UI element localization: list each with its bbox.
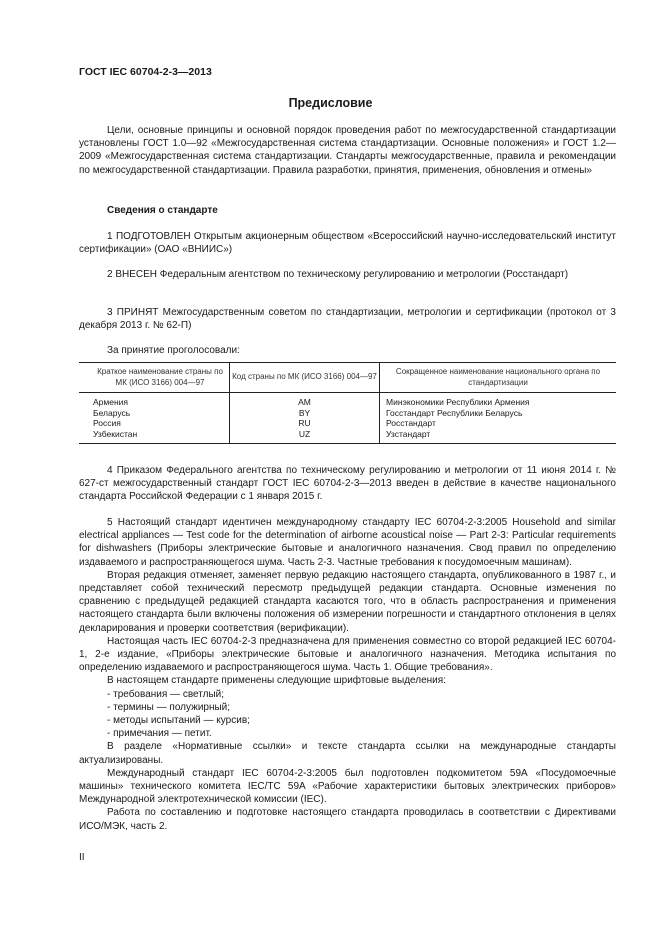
table-header-body: Сокращенное наименование национального органа по стандартизации <box>380 363 617 393</box>
item-3: 3 ПРИНЯТ Межгосударственным советом по стандартизации, метрологии и сертификации (протокол от 3 декабря 2013 г. № 62-П) <box>79 307 616 332</box>
item-5: 5 Настоящий стандарт идентичен международному стандарту IEC 60704-2-3:2005 Household and similar electrical appliances — Test code for the determination of airborne acoustical noise — Part 2-3: Particular requirements for dishwashers (Приборы электрические бытовые и аналогичного назначения. Свод правил по определению издаваемого и распространяющегося шума. Часть 2-3. Частные требования к посудомоечным машинам). <box>79 517 616 568</box>
fonts-paragraph: В настоящем стандарте применены следующие шрифтовые выделения: <box>107 675 446 687</box>
table-cell-code: BY <box>230 408 380 419</box>
usage-paragraph: Настоящая часть IEC 60704-2-3 предназначена для применения совместно со второй редакцией IEC 60704-1, 2-е издание, «Приборы электрические бытовые и аналогичного назначения. Методика испытания по определению издаваемого и распространяющегося шума. Часть 1. Общие требования». <box>79 635 616 674</box>
item-5-section <box>79 516 616 833</box>
voted-label: За принятие проголосовали: <box>107 345 240 356</box>
fonts-list <box>79 688 616 741</box>
table-cell-body: Узстандарт <box>380 429 617 444</box>
table-cell-body: Минэкономики Республики Армения <box>380 393 617 408</box>
list-item: - методы испытаний — курсив; <box>107 715 250 727</box>
item-2-section <box>79 268 616 281</box>
table-header-code: Код страны по МК (ИСО 3166) 004—97 <box>230 363 380 393</box>
item-1-section <box>79 230 616 256</box>
list-item: - примечания — петит. <box>107 728 212 740</box>
info-heading-section <box>79 204 616 217</box>
table-cell-country: Беларусь <box>93 407 131 418</box>
edition-paragraph: Вторая редакция отменяет, заменяет первую редакцию настоящего стандарта, опубликованного в 1987 г., и представляет собой технический пересмотр предыдущей редакции стандарта. Основные изменения по сравнению с предыдущей редакцией стандарта касаются того, что в область распространения и применения настоящего стандарта были включены положения об измерении погрешности и стандартного отклонения в целях декларирования и проверки соответствия (верификации). <box>79 569 616 634</box>
table-header-row <box>79 363 616 393</box>
voting-table <box>79 362 616 444</box>
work-paragraph: Работа по составлению и подготовке настоящего стандарта проводилась в соответствии с Директивами ИСО/МЭК, часть 2. <box>79 807 616 832</box>
page-title: Предисловие <box>288 96 373 110</box>
table-cell-body: Росстандарт <box>380 418 617 429</box>
intl-paragraph: Международный стандарт IEC 60704-2-3:2005 был подготовлен подкомитетом 59А «Посудомоечные машины» технического комитета IEC/TC 59A «Рабочие характеристики бытовых электрических приборов» Международной электротехнической комиссии (IEC). <box>79 767 616 806</box>
table-row <box>79 418 616 429</box>
item-2: 2 ВНЕСЕН Федеральным агентством по техническому регулированию и метрологии (Росстандарт) <box>107 269 569 280</box>
table-header-country: Краткое наименование страны по МК (ИСО 3166) 004—97 <box>79 363 230 393</box>
table-cell-country: Армения <box>93 397 129 407</box>
table-cell-body: Госстандарт Республики Беларусь <box>380 408 617 419</box>
table-row <box>79 408 616 419</box>
document-code: ГОСТ IEC 60704-2-3—2013 <box>79 66 212 78</box>
page-number: II <box>79 852 85 863</box>
item-3-section <box>79 306 616 332</box>
item-4: 4 Приказом Федерального агентства по техническому регулированию и метрологии от 11 июня 2014 г. № 627-ст межгосударственный стандарт ГОСТ IEC 60704-2-3—2013 введен в действие в качестве национального стандарта Российской Федерации с 1 января 2015 г. <box>79 465 616 503</box>
table-cell-code: AM <box>230 393 380 408</box>
item-1: 1 ПОДГОТОВЛЕН Открытым акционерным обществом «Всероссийский научно-исследовательский институт сертификации» (ОАО «ВНИИС») <box>79 231 616 256</box>
table-row <box>79 393 616 408</box>
table-row <box>79 429 616 444</box>
intro-paragraph: Цели, основные принципы и основной порядок проведения работ по межгосударственной стандартизации установлены ГОСТ 1.0—92 «Межгосударственная система стандартизации. Основные положения» и ГОСТ 1.2—2009 «Межгосударственная система стандартизации. Стандарты межгосударственные, правила и рекомендации по межгосударственной стандартизации. Правила разработки, принятия, применения, обновления и отмены» <box>79 125 616 176</box>
list-item: - требования — светлый; <box>107 688 225 700</box>
item-4-section <box>79 464 616 504</box>
refs-paragraph: В разделе «Нормативные ссылки» и тексте стандарта ссылки на международные стандарты актуализированы. <box>79 741 616 766</box>
table-cell-country: Узбекистан <box>79 429 230 444</box>
table-cell-code: RU <box>230 418 380 429</box>
table-cell-country: Россия <box>93 418 121 428</box>
intro-section <box>79 124 616 177</box>
voted-section <box>79 344 616 357</box>
list-item: - термины — полужирный; <box>107 701 231 713</box>
table-cell-code: UZ <box>230 429 380 444</box>
info-heading: Сведения о стандарте <box>107 205 218 216</box>
